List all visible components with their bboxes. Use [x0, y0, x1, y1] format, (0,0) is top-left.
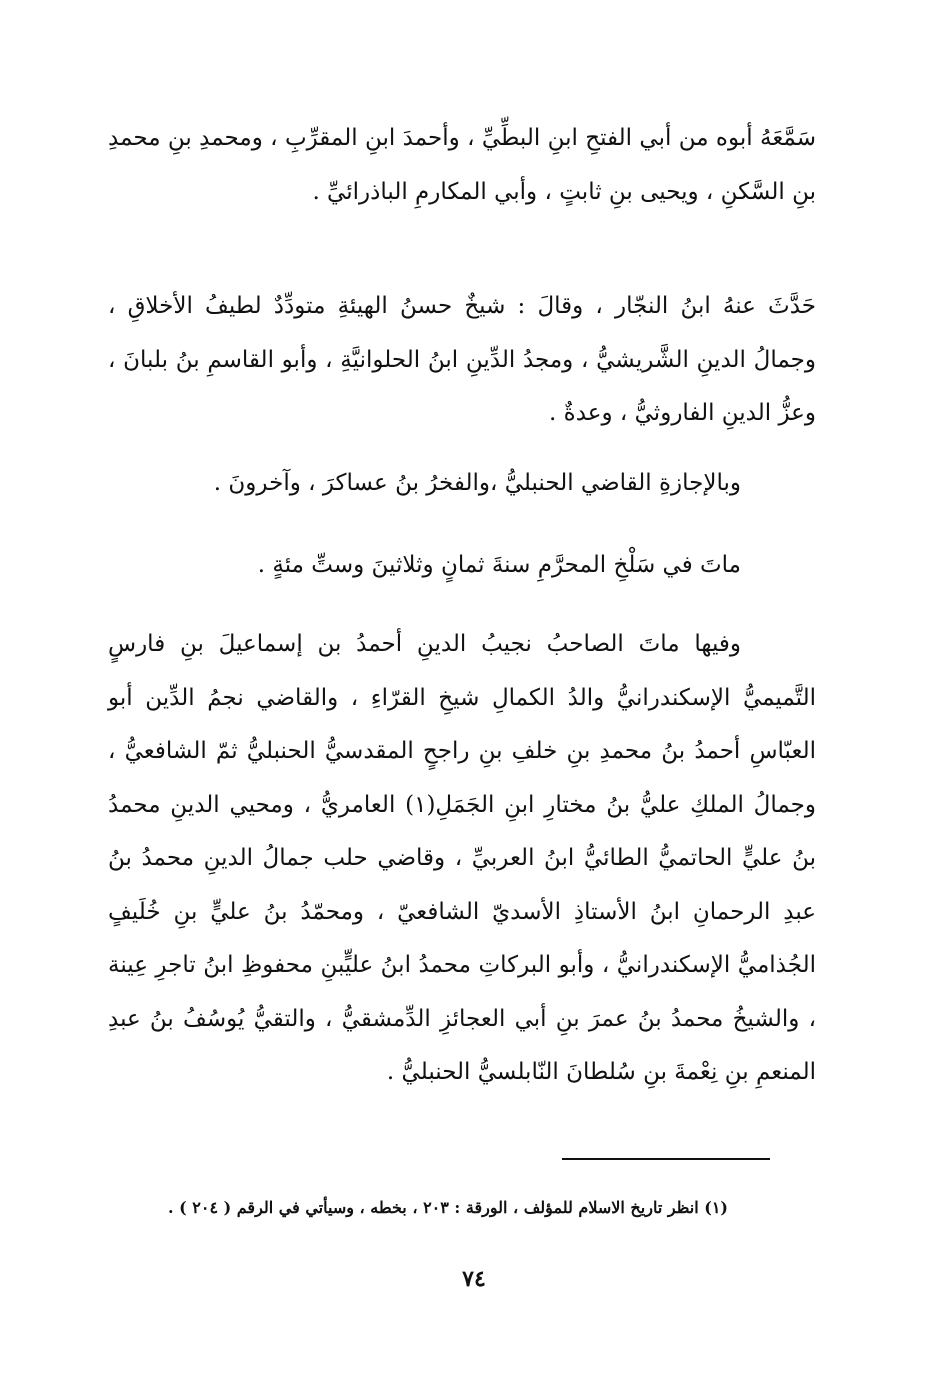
paragraph-1: سَمَّعَهُ أبوه من أبي الفتحِ ابنِ البطِّيِّ ، وأحمدَ ابنِ المقرِّبِ ، ومحمدِ بنِ محمدِ بنِ السَّكنِ ، ويحيى بنِ ثابتٍ ، وأبي المكارمِ الباذرائيِّ .: [108, 125, 816, 205]
paragraph-4: ماتَ في سَلْخِ المحرَّمِ سنةَ ثمانٍ وثلاثينَ وستِّ مئةٍ .: [257, 552, 741, 578]
paragraph-2: حَدَّثَ عنهُ ابنُ النجّار ، وقالَ : شيخٌ حسنُ الهيئةِ متودِّدٌ لطيفُ الأخلاقِ ، وجمالُ الدينِ الشَّريشيُّ ، ومجدُ الدِّينِ ابنُ الحلوانيَّةِ ، وأبو القاسمِ بنُ بلبانَ ، وعزُّ الدينِ الفاروثيُّ ، وعدةٌ .: [108, 293, 816, 426]
paragraph-5: وفيها ماتَ الصاحبُ نجيبُ الدينِ أحمدُ بن إسماعيلَ بنِ فارسٍ التَّميميُّ الإسكندرانيُّ والدُ الكمالِ شيخِ القرّاءِ ، والقاضي نجمُ الدِّين أبو العبّاسِ أحمدُ بنُ محمدِ بنِ خلفِ بنِ راجحٍ المقدسيُّ الحنبليُّ ثمّ الشافعيُّ ، وجمالُ الملكِ عليُّ بنُ مختارِ ابنِ الجَمَلِ(١) العامريُّ ، ومحيي الدينِ محمدُ بنُ عليٍّ الحاتميُّ الطائيُّ ابنُ العربيِّ ، وقاضي حلب جمالُ الدينِ محمدُ بنُ عبدِ الرحمانِ ابنُ الأستاذِ الأسديّ الشافعيّ ، ومحمّدُ بنُ عليٍّ بنِ خُلَيفٍ الجُذاميُّ الإسكندرانيُّ ، وأبو البركاتِ محمدُ ابنُ عليٍّبنِ محفوظِ ابنُ تاجرِ عِينة ، والشيخُ محمدُ بنُ عمرَ بنِ أبي العجائزِ الدِّمشقيُّ ، والتقيُّ يُوسُفُ بنُ عبدِ المنعمِ بنِ نِعْمةَ بنِ سُلطانَ النّابلسيُّ الحنبليُّ .: [108, 631, 816, 1085]
footnote-divider: [562, 1158, 770, 1160]
paragraph-3: وبالإجازةِ القاضي الحنبليُّ ،والفخرُ بنُ عساكرَ ، وآخرونَ .: [213, 470, 741, 496]
page-number: ٧٤: [462, 1266, 486, 1292]
footnote: (١) انظر تاريخ الاسلام للمؤلف ، الورقة : ٢٠٣ ، بخطه ، وسيأتي في الرقم ( ٢٠٤ ) .: [168, 1198, 728, 1217]
